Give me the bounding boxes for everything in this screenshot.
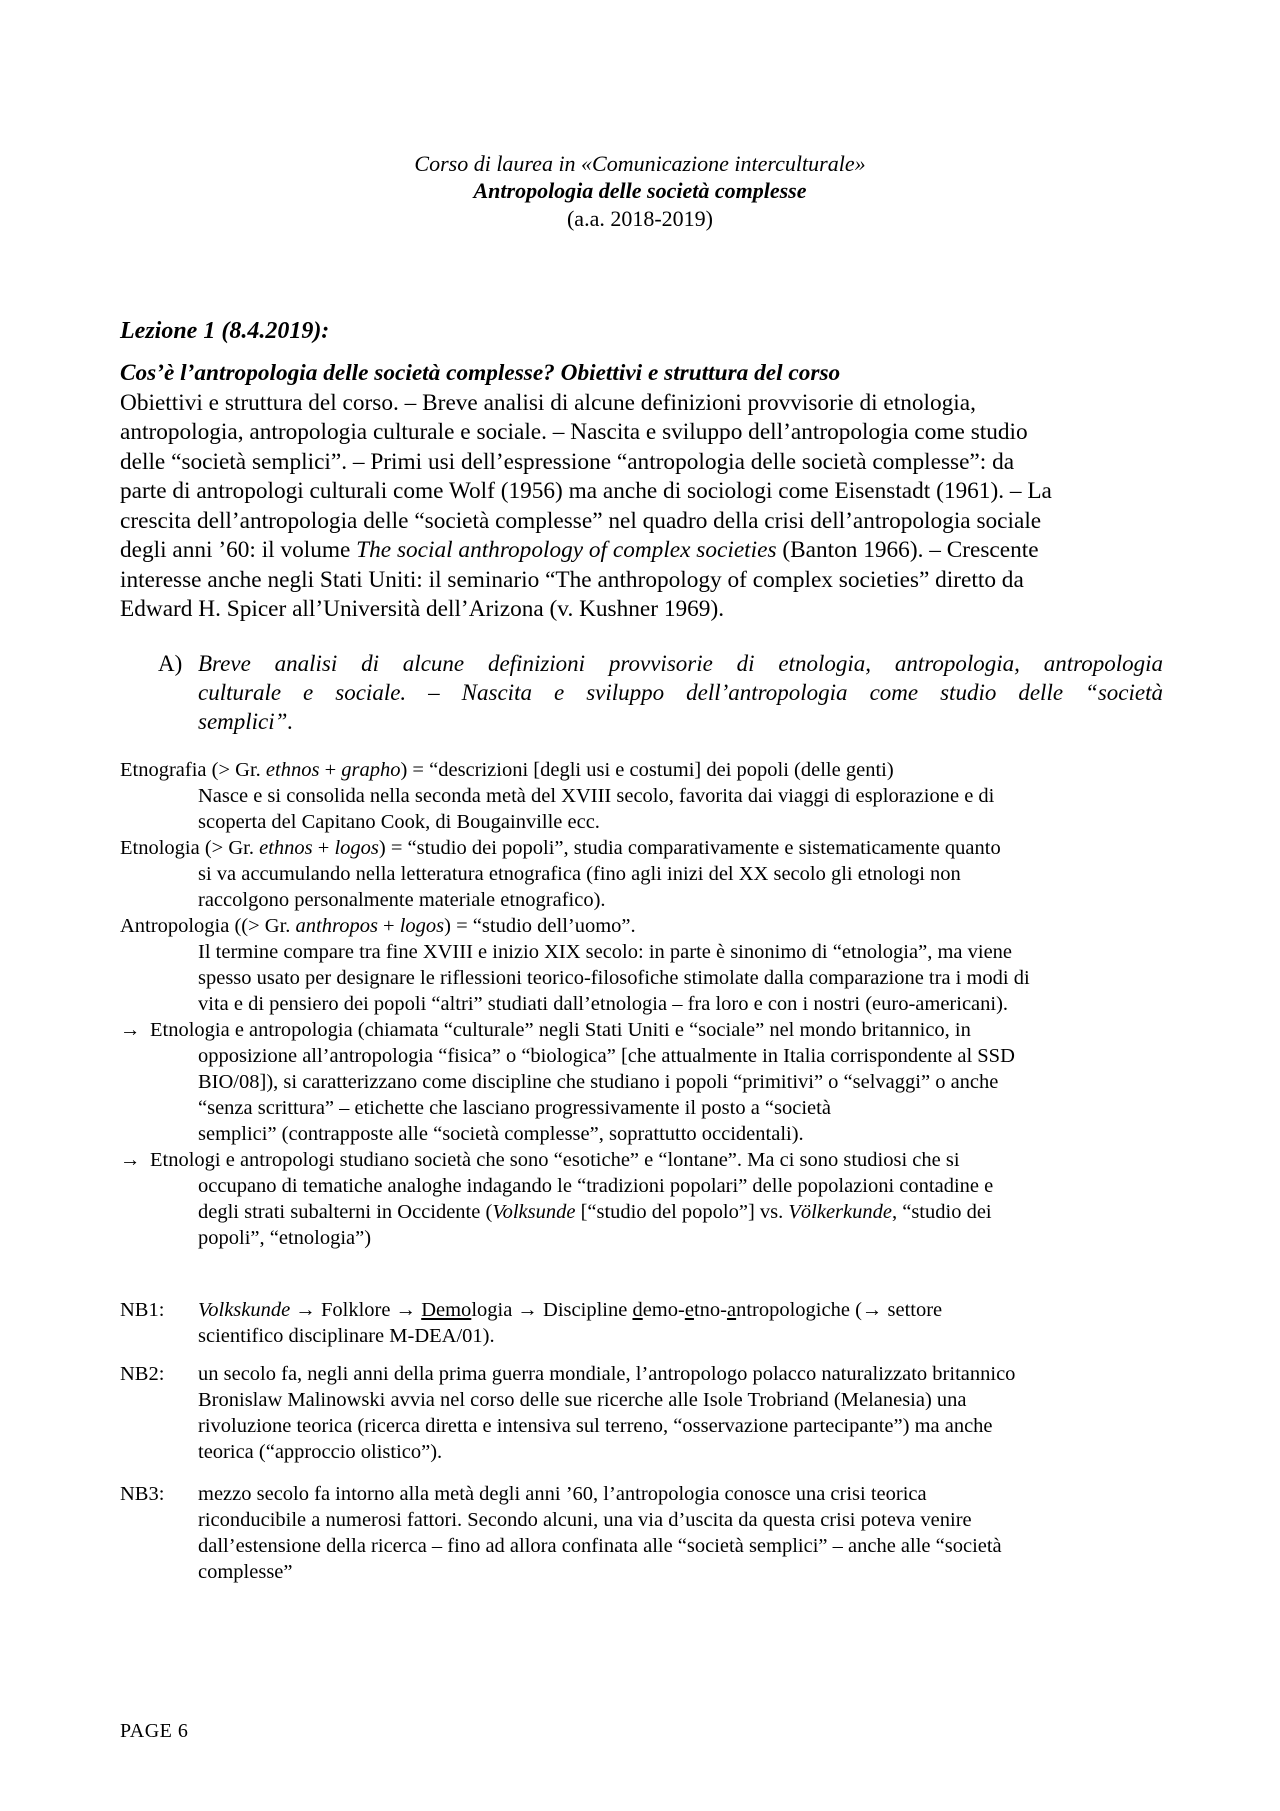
course-name: Corso di laurea in «Comunicazione interculturale»	[414, 151, 866, 176]
note-line: Bronislaw Malinowski avvia nel corso delle sue ricerche alle Isole Trobriand (Melanesia) una	[198, 1389, 967, 1411]
arrow-paragraph-2	[120, 1147, 1170, 1251]
underlined-text: a	[726, 1299, 737, 1321]
underlined-text: Demo	[421, 1299, 472, 1321]
section-a-line: Breve analisi di alcune definizioni provvisorie di etnologia, antropologia, antropologia	[198, 651, 1163, 676]
intro-line: antropologia, antropologia culturale e sociale. – Nascita e sviluppo dell’antropologia come studio	[120, 419, 1028, 445]
underlined-text: d	[632, 1299, 643, 1321]
arrow-paragraph-1	[120, 1017, 1170, 1147]
intro-line: interesse anche negli Stati Uniti: il seminario “The anthropology of complex societies” diretto da	[120, 566, 1024, 593]
note-body	[120, 1481, 1170, 1585]
note-label: NB3:	[120, 1483, 165, 1505]
text-run: [“studio del popolo”] vs.	[575, 1201, 789, 1223]
german-term: Völkerkunde	[788, 1201, 892, 1223]
text-run: ) = “descrizioni [degli usi e costumi] dei popoli (delle genti)	[400, 759, 894, 781]
text-run: ntropologiche (→ settore	[736, 1299, 943, 1321]
section-a	[158, 649, 1163, 736]
note-line: riconducibile a numerosi fattori. Secondo alcuni, una via d’uscita da questa crisi poteva venire	[198, 1509, 972, 1531]
note-label: NB1:	[120, 1299, 165, 1321]
note-line: rivoluzione teorica (ricerca diretta e intensiva sul terreno, “osservazione partecipante”) ma anche	[198, 1415, 993, 1437]
definition-line: vita e di pensiero dei popoli “altri” studiati dall’etnologia – fra loro e con i nostri (euro-americani).	[198, 993, 1009, 1015]
note-line: un secolo fa, negli anni della prima guerra mondiale, l’antropologo polacco naturalizzato britannico	[198, 1363, 1016, 1385]
note-nb3	[120, 1481, 1170, 1585]
arrow-body	[120, 1173, 1170, 1251]
text-run: degli anni ’60: il volume	[120, 537, 357, 563]
definition-antropologia	[120, 913, 1170, 1017]
note-nb1	[120, 1297, 1170, 1349]
text-run: (Banton 1966). – Crescente	[776, 537, 1039, 563]
text-run: +	[377, 915, 400, 937]
text-run: logia → Discipline	[471, 1299, 633, 1321]
arrow-first-line	[120, 1147, 1170, 1173]
note-line: dall’estensione della ricerca – fino ad allora confinata alle “società semplici” – anche alle “società	[198, 1535, 1002, 1557]
definition-body	[120, 861, 1170, 913]
definition-line: Nasce e si consolida nella seconda metà del XVIII secolo, favorita dai viaggi di esplorazione e di	[198, 785, 995, 807]
arrow-line: popoli”, “etnologia”)	[198, 1227, 372, 1249]
arrow-line: semplici” (contrapposte alle “società complesse”, soprattutto occidentali).	[198, 1123, 804, 1145]
note-body	[120, 1297, 1170, 1349]
definition-body	[120, 939, 1170, 1017]
definition-body	[120, 783, 1170, 835]
definition-term-line	[120, 757, 1170, 783]
text-run: Antropologia ((> Gr.	[120, 915, 296, 937]
text-run: ) = “studio dell’uomo”.	[444, 915, 636, 937]
greek-term: ethnos	[265, 759, 320, 781]
arrow-line	[198, 1199, 1170, 1225]
note-body	[120, 1361, 1170, 1465]
arrow-line: “senza scrittura” – etichette che lasciano progressivamente il posto a “società	[198, 1097, 831, 1119]
definition-etnologia	[120, 835, 1170, 913]
german-term: Volkskunde	[198, 1299, 291, 1321]
arrow-right-icon: →	[120, 1019, 141, 1041]
text-run: → Folklore →	[290, 1299, 422, 1321]
note-line: scientifico disciplinare M-DEA/01).	[198, 1325, 495, 1347]
text-run: degli strati subalterni in Occidente (	[198, 1201, 493, 1223]
text-run: Etnologia (> Gr.	[120, 837, 260, 859]
greek-term: anthropos	[295, 915, 378, 937]
arrow-line: opposizione all’antropologia “fisica” o “biologica” [che attualmente in Italia corrispondente al SSD	[198, 1045, 1015, 1067]
arrow-line: occupano di tematiche analoghe indagando le “tradizioni popolari” delle popolazioni contadine e	[198, 1175, 994, 1197]
definition-term-line	[120, 835, 1170, 861]
text-run: tno-	[693, 1299, 727, 1321]
note-line	[198, 1297, 1170, 1323]
note-line: complesse”	[198, 1561, 293, 1583]
text-run: ) = “studio dei popoli”, studia comparativamente e sistematicamente quanto	[378, 837, 1001, 859]
greek-term: logos	[334, 837, 379, 859]
text-run: +	[319, 759, 342, 781]
arrow-right-icon: →	[120, 1149, 141, 1171]
definition-line: raccolgono personalmente materiale etnografico).	[198, 889, 606, 911]
text-run: Etnologia e antropologia (chiamata “culturale” negli Stati Uniti e “sociale” nel mondo britannico, in	[150, 1019, 971, 1041]
text-run: +	[312, 837, 335, 859]
intro-line: delle “società semplici”. – Primi usi dell’espressione “antropologia delle società complesse”: da	[120, 448, 1015, 475]
german-term: Volksunde	[492, 1201, 576, 1223]
lesson-intro	[120, 359, 1165, 625]
note-line: teorica (“approccio olistico”).	[198, 1441, 443, 1463]
lesson-heading: Lezione 1 (8.4.2019):	[120, 318, 330, 344]
definition-term-line	[120, 913, 1170, 939]
underlined-text: e	[684, 1299, 694, 1321]
book-title: The social anthropology of complex societies	[356, 537, 777, 563]
intro-line: parte di antropologi culturali come Wolf (1956) ma anche di sociologi come Eisenstadt (1961). – La	[120, 478, 1052, 504]
greek-term: ethnos	[259, 837, 313, 859]
text-run: , “studio dei	[891, 1201, 992, 1223]
intro-line: Edward H. Spicer all’Università dell’Arizona (v. Kushner 1969).	[120, 596, 725, 622]
course-title: Antropologia delle società complesse	[473, 178, 807, 203]
definition-line: si va accumulando nella letteratura etnografica (fino agli inizi del XX secolo gli etnologi non	[198, 863, 961, 885]
note-line: mezzo secolo fa intorno alla metà degli anni ’60, l’antropologia conosce una crisi teorica	[198, 1483, 927, 1505]
text-run: Etnografia (> Gr.	[120, 759, 266, 781]
greek-term: grapho	[341, 759, 401, 781]
text-run: emo-	[642, 1299, 685, 1321]
arrow-body	[120, 1043, 1170, 1147]
intro-line	[120, 536, 1165, 566]
intro-line: Obiettivi e struttura del corso. – Breve analisi di alcune definizioni provvisorie di etnologia,	[120, 389, 976, 416]
definition-line: scoperta del Capitano Cook, di Bougainville ecc.	[198, 811, 600, 833]
section-a-label: A)	[158, 651, 183, 676]
note-label: NB2:	[120, 1363, 165, 1385]
section-a-line: culturale e sociale. – Nascita e sviluppo dell’antropologia come studio delle “società	[198, 680, 1163, 705]
arrow-first-line	[120, 1017, 1170, 1043]
section-a-line: semplici”.	[198, 709, 294, 734]
text-run: Etnologi e antropologi studiano società che sono “esotiche” e “lontane”. Ma ci sono studiosi che si	[150, 1149, 960, 1171]
intro-line: crescita dell’antropologia delle “società complesse” nel quadro della crisi dell’antropologia sociale	[120, 507, 1042, 534]
definition-etnografia	[120, 757, 1170, 835]
greek-term: logos	[399, 915, 445, 937]
academic-year: (a.a. 2018-2019)	[566, 206, 713, 231]
page-number: PAGE 6	[120, 1720, 189, 1742]
definition-line: spesso usato per designare le riflessioni teorico-filosofiche stimolate dalla comparazione tra i modi di	[198, 967, 1030, 989]
definition-line: Il termine compare tra fine XVIII e inizio XIX secolo: in parte è sinonimo di “etnologia”, ma viene	[198, 941, 1013, 963]
arrow-line: BIO/08]), si caratterizzano come discipline che studiano i popoli “primitivi” o “selvaggi” o anche	[198, 1071, 999, 1093]
note-nb2	[120, 1361, 1170, 1465]
lesson-subtitle: Cos’è l’antropologia delle società complesse? Obiettivi e struttura del corso	[120, 360, 841, 386]
